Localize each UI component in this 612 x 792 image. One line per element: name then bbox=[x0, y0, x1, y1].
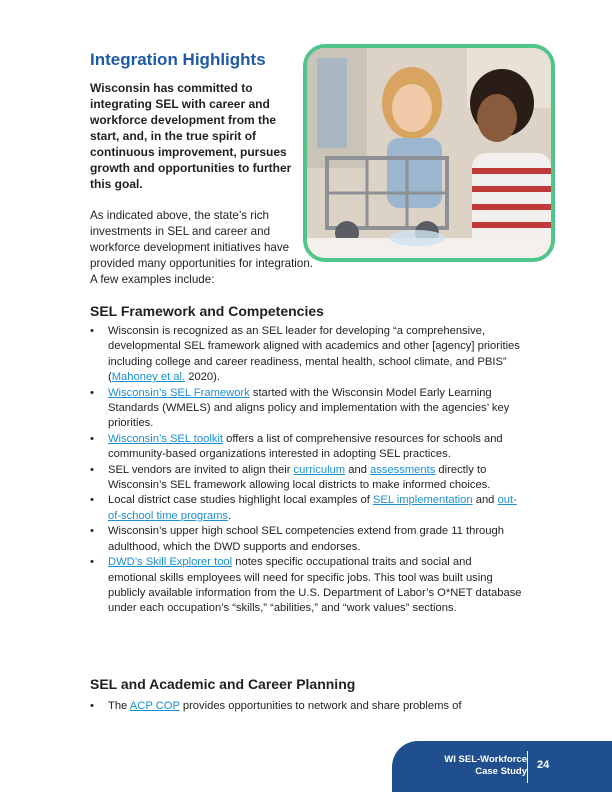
bullet-text: The bbox=[108, 700, 130, 712]
list-item bbox=[90, 463, 522, 494]
out-of-school-time-link[interactable]: out-of-school time programs bbox=[108, 494, 517, 522]
footer-line-2: Case Study bbox=[475, 766, 527, 777]
curriculum-link[interactable]: curriculum bbox=[293, 463, 346, 476]
mahoney-link[interactable]: Mahoney et al. bbox=[111, 371, 186, 384]
skill-explorer-link[interactable]: DWD’s Skill Explorer tool bbox=[108, 556, 233, 569]
framework-bullet-list bbox=[90, 324, 522, 617]
footer-title bbox=[444, 754, 527, 778]
sel-implementation-link[interactable]: SEL implementation bbox=[372, 494, 473, 507]
list-item bbox=[90, 493, 522, 524]
list-item bbox=[90, 432, 522, 463]
bullet-text: directly to Wisconsin’s SEL framework allowing local districts to make informed choices. bbox=[108, 463, 491, 492]
list-item bbox=[90, 324, 522, 386]
students-robotics-photo-icon bbox=[307, 48, 551, 258]
list-item bbox=[90, 524, 522, 555]
bullet-text: offers a list of comprehensive resources for schools and community-based organizations interested in adopting SEL practices. bbox=[108, 432, 503, 461]
bullet-text: started with the Wisconsin Model Early Learning Standards (WMELS) and aligns policy and implementation with the agencies’ key priorities. bbox=[108, 386, 510, 430]
bullet-text: provides opportunities to network and share problems of bbox=[179, 700, 462, 712]
page-heading: Integration Highlights bbox=[90, 50, 266, 69]
bullet-icon: • bbox=[90, 432, 94, 445]
bullet-icon: • bbox=[90, 556, 94, 569]
bullet-text: notes specific occupational traits and social and emotional skills employees will need for specific jobs. This tool was built using publicly available information from the U.S. Department of Labor’s O*NET database under each occupation’s “skills,” “abilities,” and “work values” sections. bbox=[108, 556, 522, 615]
bullet-text: Wisconsin is recognized as an SEL leader for developing “a comprehensive, developmental SEL framework aligned with academics and other [agency] priorities including college and career readiness, mental health, school climate, and PBIS” ( bbox=[108, 325, 520, 384]
list-item bbox=[90, 386, 522, 432]
list-item bbox=[90, 699, 522, 714]
intro-bold-paragraph: Wisconsin has committed to integrating SEL with career and workforce development from the start, and, in the true spirit of continuous improvement, pursues growth and opportunities to further this goal. bbox=[90, 81, 292, 191]
section-title-planning: SEL and Academic and Career Planning bbox=[90, 676, 356, 692]
footer-line-1: WI SEL-Workforce bbox=[444, 754, 527, 765]
bullet-icon: • bbox=[90, 700, 94, 712]
list-item bbox=[90, 555, 522, 617]
assessments-link[interactable]: assessments bbox=[370, 463, 436, 476]
bullet-text: SEL vendors are invited to align their bbox=[108, 463, 294, 476]
footer-divider bbox=[527, 751, 528, 783]
bullet-icon: • bbox=[90, 494, 94, 507]
bullet-icon: • bbox=[90, 325, 94, 337]
bullet-text: Local district case studies highlight local examples of bbox=[108, 494, 373, 507]
bullet-text: and bbox=[472, 494, 498, 507]
section-title-framework: SEL Framework and Competencies bbox=[90, 303, 324, 319]
acp-cop-link[interactable]: ACP COP bbox=[129, 700, 180, 712]
bullet-icon: • bbox=[90, 525, 94, 538]
intro-paragraph: As indicated above, the state’s rich investments in SEL and career and workforce development initiatives have provided many opportunities for integration. A few examples include: bbox=[90, 209, 313, 286]
bullet-text: Wisconsin’s upper high school SEL competencies extend from grade 11 through adulthood, which the DWD supports and endorses. bbox=[108, 525, 504, 553]
bullet-icon: • bbox=[90, 386, 94, 399]
page-footer bbox=[392, 741, 612, 792]
sel-toolkit-link[interactable]: Wisconsin’s SEL toolkit bbox=[108, 432, 224, 445]
bullet-text: and bbox=[345, 463, 371, 476]
bullet-text: . bbox=[228, 509, 232, 522]
students-robotics-photo bbox=[303, 44, 555, 262]
bullet-text: 2020). bbox=[185, 371, 220, 384]
sel-framework-link[interactable]: Wisconsin’s SEL Framework bbox=[108, 386, 250, 399]
planning-bullet-list bbox=[90, 699, 522, 714]
page-number: 24 bbox=[537, 759, 550, 771]
bullet-icon: • bbox=[90, 463, 94, 476]
